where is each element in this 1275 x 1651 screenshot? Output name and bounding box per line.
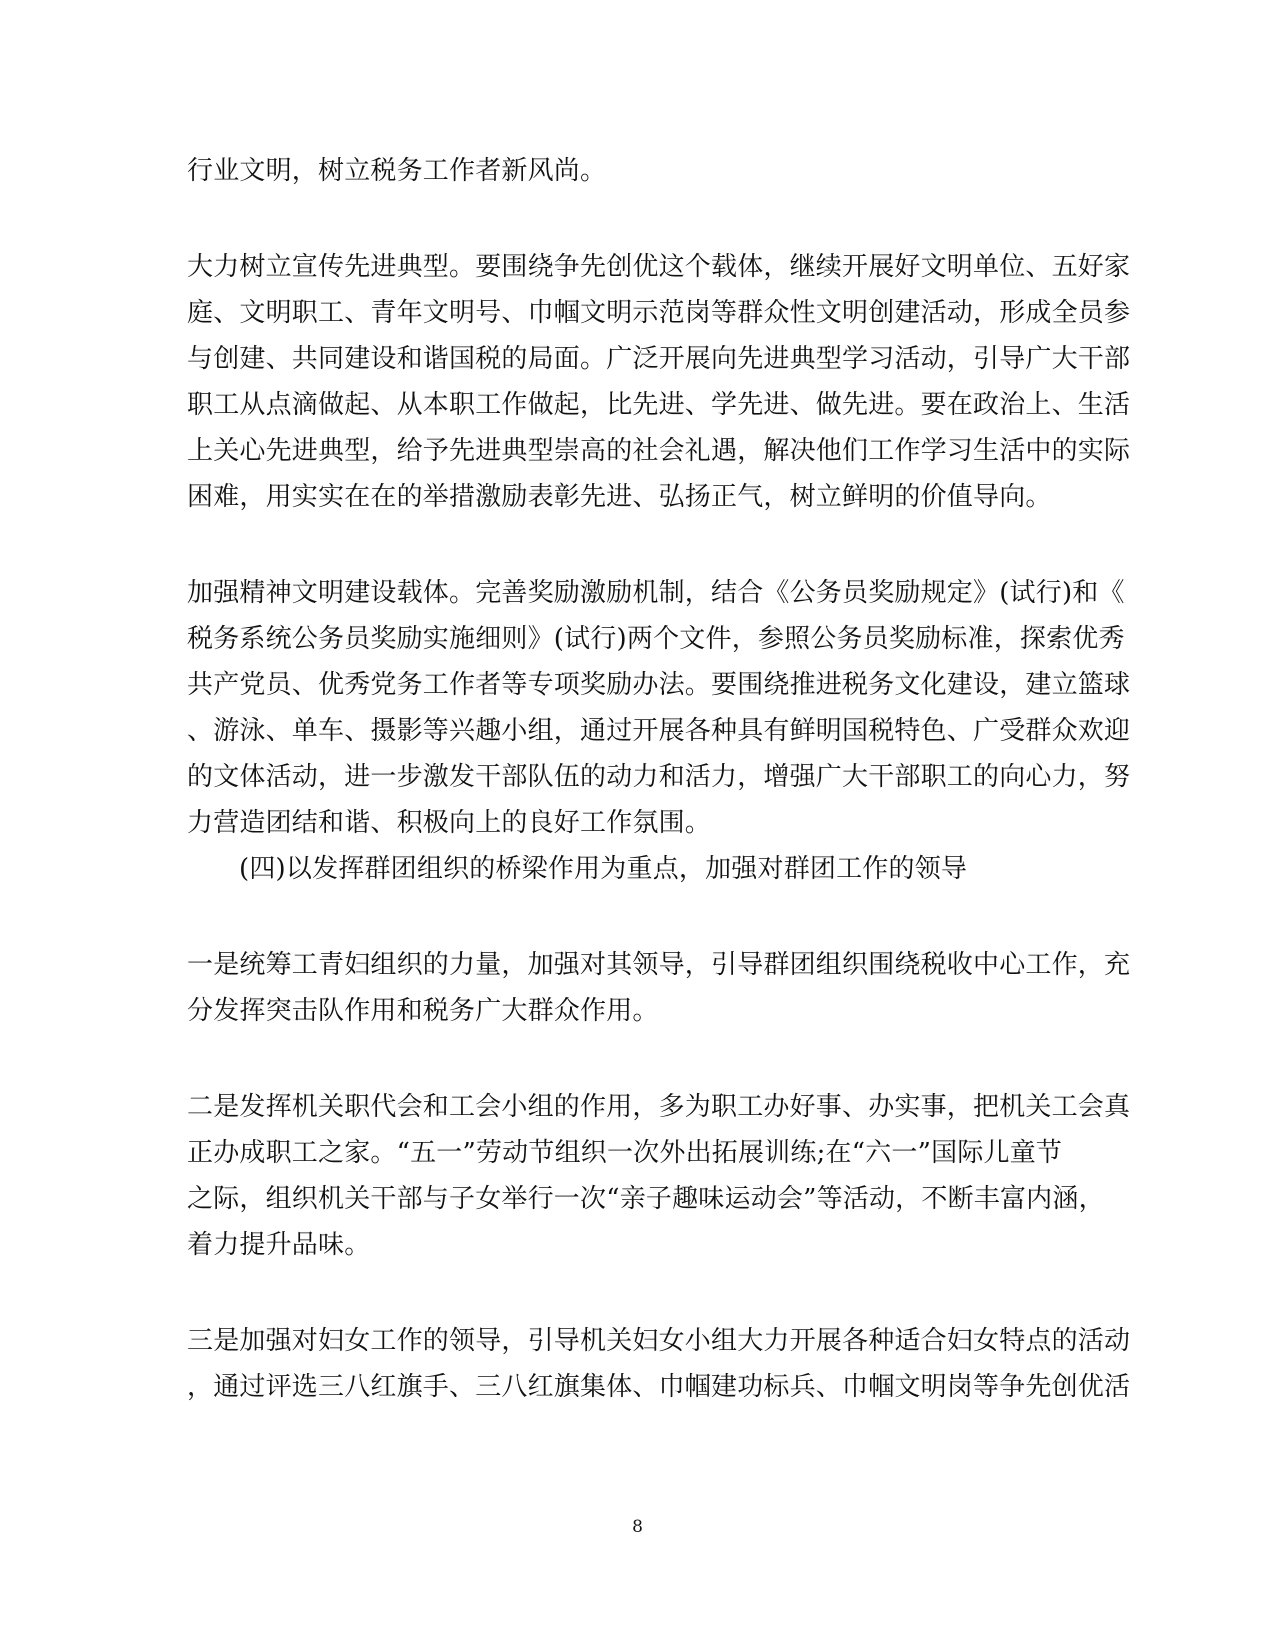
- text-line: 三是加强对妇女工作的领导，引导机关妇女小组大力开展各种适合妇女特点的活动: [187, 1326, 1131, 1356]
- text-line: 与创建、共同建设和谐国税的局面。广泛开展向先进典型学习活动，引导广大干部: [187, 344, 1131, 374]
- text-line: 二是发挥机关职代会和工会小组的作用，多为职工办好事、办实事，把机关工会真: [187, 1092, 1131, 1122]
- text-line: ，通过评选三八红旗手、三八红旗集体、巾帼建功标兵、巾帼文明岗等争先创优活: [187, 1372, 1131, 1402]
- text-line: 大力树立宣传先进典型。要围绕争先创优这个载体，继续开展好文明单位、五好家: [187, 252, 1131, 282]
- text-line: 行业文明，树立税务工作者新风尚。: [187, 156, 607, 186]
- text-line: 税务系统公务员奖励实施细则》(试行)两个文件，参照公务员奖励标准，探索优秀: [187, 624, 1125, 654]
- text-line: 加强精神文明建设载体。完善奖励激励机制，结合《公务员奖励规定》(试行)和《: [187, 578, 1125, 608]
- text-line: 分发挥突击队作用和税务广大群众作用。: [187, 996, 659, 1026]
- text-line: 之际，组织机关干部与子女举行一次“亲子趣味运动会”等活动，不断丰富内涵，: [187, 1184, 1105, 1214]
- text-line: 困难，用实实在在的举措激励表彰先进、弘扬正气，树立鲜明的价值导向。: [187, 482, 1052, 512]
- text-line: 职工从点滴做起、从本职工作做起，比先进、学先进、做先进。要在政治上、生活: [187, 390, 1131, 420]
- page-number: 8: [632, 1517, 643, 1537]
- text-line: 力营造团结和谐、积极向上的良好工作氛围。: [187, 808, 712, 838]
- text-line: 着力提升品味。: [187, 1230, 371, 1260]
- text-line: 一是统筹工青妇组织的力量，加强对其领导，引导群团组织围绕税收中心工作，充: [187, 950, 1131, 980]
- section-heading: (四)以发挥群团组织的桥梁作用为重点，加强对群团工作的领导: [239, 854, 968, 884]
- text-line: 庭、文明职工、青年文明号、巾帼文明示范岗等群众性文明创建活动，形成全员参: [187, 298, 1131, 328]
- text-line: 正办成职工之家。“五一”劳动节组织一次外出拓展训练;在“六一”国际儿童节: [187, 1138, 1063, 1168]
- text-line: 共产党员、优秀党务工作者等专项奖励办法。要围绕推进税务文化建设，建立篮球: [187, 670, 1131, 700]
- text-line: 的文体活动，进一步激发干部队伍的动力和活力，增强广大干部职工的向心力，努: [187, 762, 1131, 792]
- text-line: 上关心先进典型，给予先进典型崇高的社会礼遇，解决他们工作学习生活中的实际: [187, 436, 1131, 466]
- text-line: 、游泳、单车、摄影等兴趣小组，通过开展各种具有鲜明国税特色、广受群众欢迎: [187, 716, 1131, 746]
